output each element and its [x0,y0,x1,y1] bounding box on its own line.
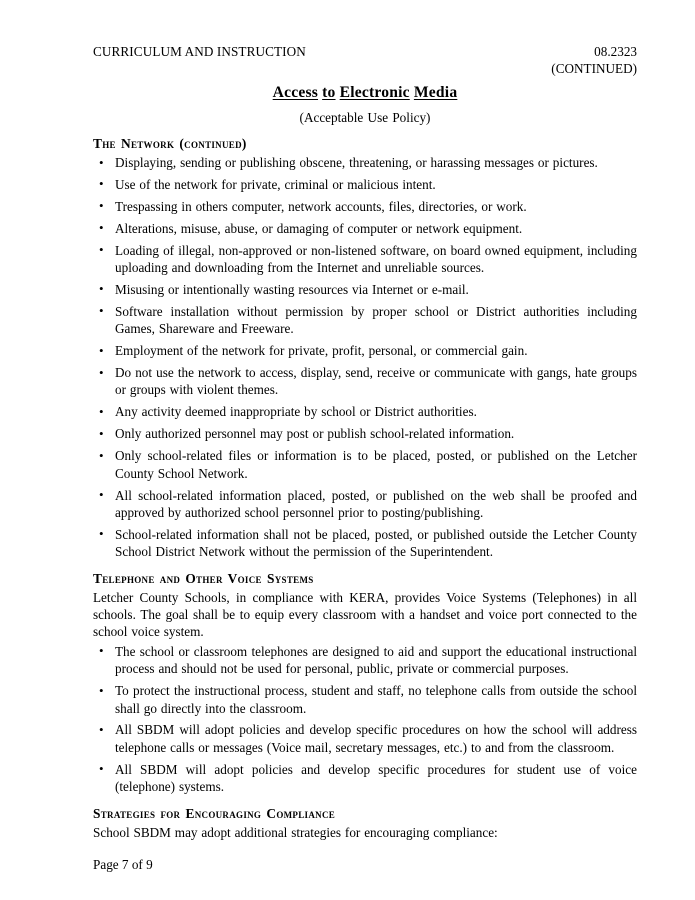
page-title-word-1: Access [272,84,319,101]
network-bullet-list [93,154,637,561]
continued-tag: (CONTINUED) [551,61,637,76]
list-item: • All SBDM will adopt policies and develop specific procedures on how the school will address telephone calls or messages (Voice mail, secretary messages, etc.) to and from the classroom. [93,721,637,756]
page-title-word-4: Media [413,84,458,101]
list-item: • Use of the network for private, criminal or malicious intent. [93,176,637,193]
policy-number: 08.2323 [594,44,637,59]
list-item: • Displaying, sending or publishing obscene, threatening, or harassing messages or pictures. [93,154,637,171]
list-item: • School-related information shall not be placed, posted, or published outside the Letcher County School District Network without the permission of the Superintendent. [93,526,637,561]
document-content [93,44,637,841]
section-telephone-voice-systems [93,570,637,796]
page-footer: Page 7 of 9 [93,857,153,872]
page-title-word-3: Electronic [339,84,410,101]
list-item: • All school-related information placed, posted, or published on the web shall be proofed and approved by authorized school personnel prior to posting/publishing. [93,487,637,522]
list-item: • Employment of the network for private, profit, personal, or commercial gain. [93,342,637,359]
list-item: • Any activity deemed inappropriate by school or District authorities. [93,403,637,420]
running-head-category: CURRICULUM AND INSTRUCTION [93,44,306,59]
section-strategies-compliance [93,805,637,841]
list-item: • Misusing or intentionally wasting resources via Internet or e-mail. [93,281,637,298]
section-heading-strategies: Strategies for Encouraging Compliance [93,805,336,821]
running-head [93,44,637,77]
telephone-bullet-list [93,643,637,796]
list-item: • Only authorized personnel may post or publish school-related information. [93,425,637,442]
list-item: • To protect the instructional process, student and staff, no telephone calls from outside the school shall go directly into the classroom. [93,682,637,717]
list-item: • Loading of illegal, non-approved or non-listened software, on board owned equipment, including uploading and downloading from the Internet and unreliable sources. [93,242,637,277]
list-item: • Software installation without permission by proper school or District authorities including Games, Shareware and Freeware. [93,303,637,338]
strategies-paragraph: School SBDM may adopt additional strategies for encouraging compliance: [93,824,498,840]
list-item: • Only school-related files or information is to be placed, posted, or published on the Letcher County School Network. [93,447,637,482]
telephone-intro-paragraph: Letcher County Schools, in compliance with KERA, provides Voice Systems (Telephones) in all schools. The goal shall be to equip every classroom with a handset and voice port connected to the school voice system. [93,589,637,640]
page-subtitle: (Acceptable Use Policy) [299,110,431,125]
title-block [93,83,637,126]
list-item: • Alterations, misuse, abuse, or damaging of computer or network equipment. [93,220,637,237]
section-heading-the-network: The Network (continued) [93,136,247,151]
section-the-network [93,135,637,561]
page-title [93,83,637,102]
list-item: • The school or classroom telephones are designed to aid and support the educational instructional process and should not be used for personal, public, private or commercial purposes. [93,643,637,678]
list-item: • Do not use the network to access, display, send, receive or communicate with gangs, hate groups or groups with violent themes. [93,364,637,399]
section-heading-telephone: Telephone and Other Voice Systems [93,570,314,586]
running-head-reference [551,44,637,77]
list-item: • All SBDM will adopt policies and develop specific procedures for student use of voice (telephone) systems. [93,761,637,796]
page-title-word-2: to [322,84,336,101]
list-item: • Trespassing in others computer, network accounts, files, directories, or work. [93,198,637,215]
